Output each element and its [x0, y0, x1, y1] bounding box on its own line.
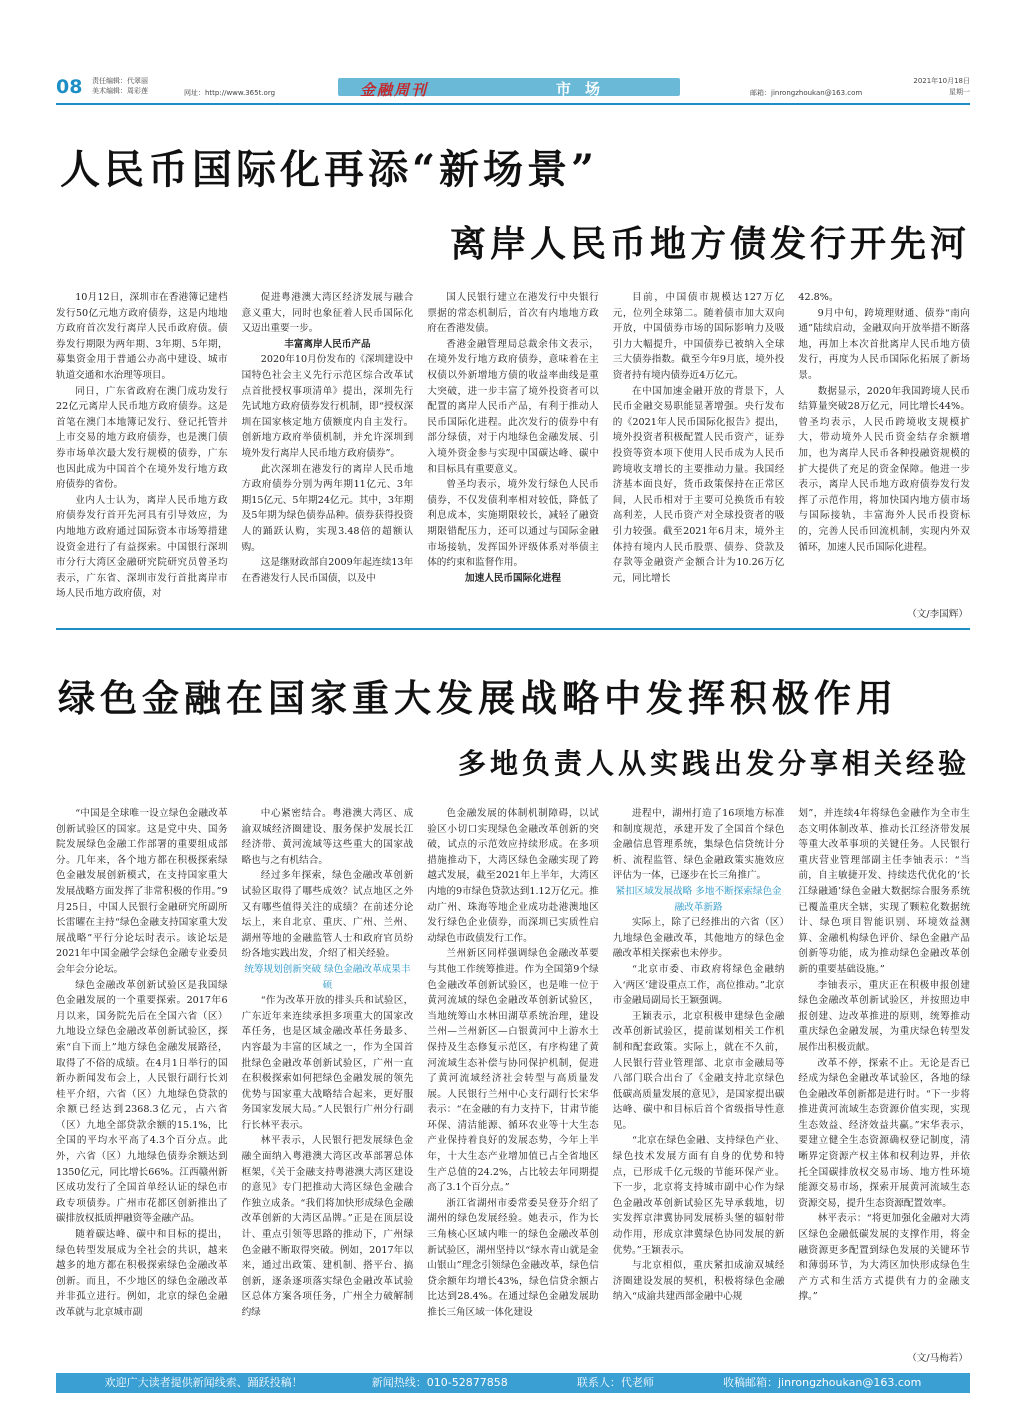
paragraph: 实际上，除了已经推出的六省（区）九地绿色金融改革，其他地方的绿色金融改革相关探索也未停步。	[612, 917, 785, 960]
paragraph: 兰州新区同样强调绿色金融改革要与其他工作统筹推进。作为全国第9个绿色金融改革创新试验区，也是唯一位于黄河流域的绿色金融改革创新试验区，当地统筹山水林田湖草系统治理，建设兰州—兰州新区—白银黄河中上游水土保持及生态修复示范区，有序构建了黄河流域生态补偿与协同保护机制，促进了黄河流域经济社会转型与高质量发展。人民银行兰州中心支行副行长宋华表示：“在金融的有力支持下，甘肃节能环保、清洁能源、循环农业等十大生态产业保持着良好的发展态势，今年上半年，十大生态产业增加值已占全省地区生产总值的24.2%，占比较去年同期提高了3.1个百分点。”	[427, 948, 599, 1194]
paragraph: 经过多年探索，绿色金融改革创新试验区取得了哪些成效？试点地区之外又有哪些值得关注的成绩？在前述分论坛上，来自北京、重庆、广州、兰州、湖州等地的金融监管人士和政府官员纷纷各地实践出发，介绍了相关经验。	[241, 870, 414, 960]
paragraph: 此次深圳在港发行的离岸人民币地方政府债券分别为两年期11亿元、3年期15亿元、5年期24亿元。其中，3年期及5年期为绿色债券品种。债券获得投资人的踊跃认购，实现3.48倍的超额认购。	[241, 463, 414, 553]
website-url: 网址：http://www.365t.org	[184, 89, 276, 97]
art-editor-name: 美术编辑：周彩莲	[92, 87, 148, 95]
paragraph: 绿色金融改革创新试验区是我国绿色金融发展的一个重要探索。2017年6月以来，国务院先后在全国六省（区）九地设立绿色金融改革创新试验区，探索“自下而上”地方绿色金融发展路径，取得了不俗的成绩。在4月1日举行的国新办新闻发布会上，人民银行副行长刘桂平介绍，六省（区）九地绿色贷款的余额已经达到2368.3亿元，占六省（区）九地全部贷款余额的15.1%，比全国的平均水平高了4.3个百分点。此外，六省（区）九地绿色债券余额达到1350亿元，同比增长66%。江西赣州新区成功发行了全国首单经认证的绿色市政专项债券。广州市花都区创新推出了碳排放权抵质押融资等金融产品。	[56, 979, 228, 1225]
paragraph: 与北京相似，重庆紧扣成渝双城经济圈建设发展的契机，积极将绿色金融纳入“成渝共建西部金融中心规	[612, 1260, 785, 1303]
paragraph: 9月中旬，跨境理财通、债券“南向通”陆续启动，金融双向开放举措不断落地，再加上本次首批离岸人民币地方债发行，再度为人民币国际化拓展了新场景。	[798, 307, 970, 381]
paragraph: 改革不停，探索不止。无论是否已经成为绿色金融改革试验区，各地的绿色金融改革创新都是进行时。“下一步将推进黄河流域生态资源价值实现，实现生态效益、经济效益共赢。”宋华表示，要建立健全生态资源确权登记制度，清晰界定资源产权主体和权利边界，并依托全国碳排放权交易市场、地方性环境能源交易市场，探索开展黄河流域生态资源交易，提升生态资源配置效率。	[798, 1057, 970, 1209]
article1-body	[56, 290, 970, 600]
paragraph: 随着碳达峰、碳中和目标的提出，绿色转型发展成为全社会的共识，越来越多的地方都在积极探索绿色金融改革创新。而且，不少地区的绿色金融改革并非孤立进行。例如，北京的绿色金融改革就与北京城市副	[56, 1229, 228, 1318]
paragraph: 李铀表示，重庆正在积极申报创建绿色金融改革创新试验区，并按照边申报创建、边改革推进的原则，统筹推动重庆绿色金融发展，为重庆绿色转型发展作出积极贡献。	[798, 979, 970, 1053]
article2-subheadline: 多地负责人从实践出发分享相关经验	[457, 747, 970, 780]
paragraph: “北京市委、市政府将绿色金融纳入‘两区’建设重点工作，高位推动。”北京市金融局副局长王颖强调。	[612, 963, 785, 1007]
paragraph: “中国是全球唯一设立绿色金融改革创新试验区的国家。这是党中央、国务院发展绿色金融工作部署的重要组成部分。几年来，各个地方都在积极探索绿色金融发展创新模式，在支持国家重大发展战略方面发挥了非常积极的作用。”9月25日，中国人民银行金融研究所副所长雷曜在主持“绿色金融支持国家重大发展战略”平行分论坛时表示。该论坛是2021年中国金融学会绿色金融专业委员会年会分论坛。	[56, 808, 228, 975]
paragraph: 业内人士认为，离岸人民币地方政府债券发行首开先河具有引导效应，为内地地方政府通过国际资本市场筹措建设资金进行了有益探索。中国银行深圳市分行大湾区金融研究院研究员曾圣均表示，广东省、深圳市发行首批离岸市场人民币地方政府债，对	[56, 494, 228, 600]
footer-contact: 联系人：代老师	[576, 1376, 654, 1389]
paragraph: 国人民银行建立在港发行中央银行票据的常态机制后，首次有内地地方政府在香港发债。	[427, 292, 599, 335]
paragraph: 同日，广东省政府在澳门成功发行22亿元离岸人民币地方政府债券。这是首笔在澳门本地簿记发行、登记托管并上市交易的地方政府债券，也是澳门债券市场单次最大发行规模的债券，广东也因此成为中国首个在境外发行地方政府债券的省份。	[56, 385, 228, 491]
article2-column-3	[427, 806, 599, 1348]
article2-byline: （文/马梅若）	[907, 1353, 968, 1364]
paragraph: 林平表示：“将更加强化金融对大湾区绿色金融低碳发展的支撑作用，将金融资源更多配置到绿色发展的关键环节和薄弱环节，为大湾区加快形成绿色生产方式和生活方式提供有力的金融支撑。”	[798, 1213, 970, 1303]
header-rule	[56, 103, 970, 105]
issue-date	[913, 76, 970, 98]
section-subhead: 丰富离岸人民币产品	[284, 338, 371, 350]
article2-body	[56, 806, 970, 1348]
paragraph: 这是继财政部自2009年起连续13年在香港发行人民币国债，以及中	[241, 557, 414, 584]
article1-column-4	[613, 290, 785, 600]
footer-bar	[56, 1373, 970, 1393]
article2-column-4	[613, 806, 785, 1348]
header-email: 邮箱：jinrongzhoukan@163.com	[750, 89, 863, 97]
article1-column-1	[56, 290, 228, 600]
article2-column-2	[242, 806, 414, 1348]
paragraph: 2020年10月份发布的《深圳建设中国特色社会主义先行示范区综合改革试点首批授权事项清单》提出，深圳先行先试地方政府债券发行机制，即“授权深圳在国家核定地方债额度内自主发行。创新地方政府举债机制，并允许深圳到境外发行离岸人民币地方政府债券”。	[241, 354, 414, 459]
paragraph: 浙江省湖州市委常委吴登芬介绍了湖州的绿色发展经验。她表示，作为长三角核心区域内唯一的绿色金融改革创新试验区，湖州坚持以“绿水青山就是金山银山”理念引领绿色金融改革，绿色信贷余额年均增长43%，绿色信贷余额占比达到28.4%。在通过绿色金融发展助推长三角区域一体化建设	[427, 1197, 599, 1318]
footer-invite: 欢迎广大读者提供新闻线索、踊跃投稿！	[104, 1376, 303, 1389]
editor-name: 责任编辑：代翠丽	[92, 77, 148, 85]
footer-email: 收稿邮箱：jinrongzhoukan@163.com	[723, 1376, 922, 1389]
page-number: 08	[56, 76, 83, 98]
paragraph: 香港金融管理局总裁余伟文表示，在境外发行地方政府债券，意味着在主权债以外新增地方债的收益率曲线是重大突破，进一步丰富了境外投资者可以配置的离岸人民币产品，有利于推动人民币国际化进程。此次发行的债券中有部分绿债，对于内地绿色金融发展、引入境外资金参与实现中国碳达峰、碳中和目标具有重要意义。	[427, 338, 599, 475]
editor-credits	[92, 76, 148, 96]
page-header	[56, 74, 970, 102]
paragraph: 目前，中国债市规模达127万亿元，位列全球第二。随着债市加大双向开放，中国债券市场的国际影响力及吸引力大幅提升，中国债券已被纳入全球三大债券指数。截至今年9月底，境外投资者持有境内债券近4万亿元。	[612, 292, 785, 381]
section-subhead: 加速人民币国际化进程	[465, 572, 561, 584]
paragraph: 色金融发展的体制机制障碍，以试验区小切口实现绿色金融改革创新的突破，试点的示范效应持续形成。在多项措施推动下，大湾区绿色金融实现了跨越式发展，截至2021年上半年，大湾区内地的9市绿色贷款达到1.12万亿元。推动广州、珠海等地企业成功赴港澳地区发行绿色企业债券，而深圳已实质性启动绿色市政债发行工作。	[427, 808, 599, 944]
publication-brand: 金融周刊	[360, 81, 429, 99]
paragraph: 曾圣均表示，境外发行绿色人民币债券，不仅发债利率相对较低，降低了利息成本，实施期限较长，减轻了融资期限错配压力，还可以通过与国际金融市场接轨，发挥国外评级体系对举债主体的约束和监督作用。	[427, 479, 599, 569]
section-subhead: 统筹规划创新突破 绿色金融改革成果丰硕	[244, 963, 411, 991]
article1-column-2	[242, 290, 414, 600]
paragraph: 中心紧密结合。粤港澳大湾区、成渝双城经济圈建设、服务保护发展长江经济带、黄河流域等这些重大的国家战略也与之有机结合。	[241, 808, 414, 866]
article1-headline: 人民币国际化再添“新场景”	[60, 146, 599, 193]
paragraph: 42.8%。	[798, 292, 839, 303]
paragraph: 在中国加速金融开放的背景下，人民币金融交易职能显著增强。央行发布的《2021年人民币国际化报告》提出，境外投资者积极配置人民币资产，证券投资等资本项下使用人民币成为人民币跨境收支增长的主要推动力量。我国经济基本面良好，货币政策保持在正常区间，人民币相对于主要可兑换货币有较高利差，人民币资产对全球投资者的吸引力较强。截至2021年6月末，境外主体持有境内人民币股票、债券、贷款及存款等金融资产金额合计为10.26万亿元，同比增长	[612, 385, 785, 584]
article1-byline: （文/李国辉）	[907, 609, 968, 620]
paragraph: 林平表示，人民银行把发展绿色金融全面纳入粤港澳大湾区改革部署总体框架，《关于金融支持粤港澳大湾区建设的意见》专门把推动大湾区绿色金融合作独立成条。“我们将加快形成绿色金融改革创新的大湾区品牌。”正是在顶层设计、重点引领等思路的推动下，广州绿色金融不断取得突破。例如，2017年以来，通过出政策、建机制、搭平台、搞创新，逐条逐项落实绿色金融改革试验区总体方案各项任务，广州全力破解制约绿	[241, 1135, 414, 1318]
article2-column-5	[798, 806, 970, 1348]
article1-column-5	[798, 290, 970, 600]
article2-column-1	[56, 806, 228, 1348]
paragraph: 10月12日，深圳市在香港簿记建档发行50亿元地方政府债券，这是内地地方政府首次发行离岸人民币政府债。债券发行期限为两年期、3年期、5年期，募集资金用于普通公办高中建设、城市轨道交通和水治理等项目。	[56, 292, 228, 381]
article1-subheadline: 离岸人民币地方债发行开先河	[449, 223, 970, 265]
weekday-text: 星期一	[949, 88, 970, 96]
article-separator	[56, 628, 970, 630]
paragraph: 王颖表示，北京积极申建绿色金融改革创新试验区，提前谋划相关工作机制和配套政策。实际上，就在不久前，人民银行营业管理部、北京市金融局等八部门联合出台了《金融支持北京绿色低碳高质量发展的意见》，是国家提出碳达峰、碳中和目标后首个省级指导性意见。	[612, 1010, 785, 1131]
paragraph: “作为改革开放的排头兵和试验区，广东近年来连续承担多项重大的国家改革任务，也是区域金融改革任务最多、内容最为丰富的区域之一，作为全国首批绿色金融改革创新试验区，广州一直在积极探索如何把绿色金融发展的领先优势与国家重大战略结合起来，更好服务国家发展大局。”人民银行广州分行副行长林平表示。	[241, 995, 414, 1131]
footer-hotline: 新闻热线：010-52877858	[371, 1376, 508, 1389]
paragraph: 划”，并连续4年将绿色金融作为全市生态文明体制改革、推动长江经济带发展等重大改革事项的关键任务。人民银行重庆营业管理部副主任李铀表示：“当前，自主敏捷开发、持续迭代优化的‘长江绿融通’绿色金融大数据综合服务系统已覆盖重庆全辖，实现了颗粒化数据统计、绿色项目智能识别、环境效益测算、金融机构绿色评价、绿色金融产品创新等功能，成为推动绿色金融改革创新的重要基础设施。”	[798, 808, 970, 975]
paragraph: 进程中，湖州打造了16项地方标准和制度规范，承建开发了全国首个绿色金融信息管理系统，集绿色信贷统计分析、流程监管、绿色金融政策实施效应评估为一体，已逐步在长三角推广。	[612, 808, 785, 882]
paragraph: “北京在绿色金融、支持绿色产业、绿色技术发展方面有自身的优势和特点，已形成千亿元级的节能环保产业。下一步，北京将支持城市副中心作为绿色金融改革创新试验区先导承载地，切实发挥京津冀协同发展桥头堡的辐射带动作用，形成京津冀绿色协同发展的新优势。”王颖表示。	[612, 1135, 785, 1256]
paragraph: 数据显示，2020年我国跨境人民币结算量突破28万亿元，同比增长44%。曾圣均表示，人民币跨境收支规模扩大，带动境外人民币资金结存余额增加，也为离岸人民币各种投融资规模的扩大提供了充足的资金保障。他进一步表示，离岸人民币地方政府债券发行发挥了示范作用，将加快国内地方债市场与国际接轨，丰富海外人民币投资标的，完善人民币回流机制，实现内外双循环，加速人民币国际化进程。	[798, 385, 970, 553]
article1-column-3	[427, 290, 599, 600]
article2-headline: 绿色金融在国家重大发展战略中发挥积极作用	[58, 676, 898, 720]
section-subhead: 紧扣区域发展战略 多地不断探索绿色金融改革新路	[615, 885, 782, 913]
paragraph: 促进粤港澳大湾区经济发展与融合意义重大，同时也象征着人民币国际化又迈出重要一步。	[241, 292, 414, 335]
date-text: 2021年10月18日	[913, 77, 970, 85]
section-name: 市场	[556, 80, 615, 98]
